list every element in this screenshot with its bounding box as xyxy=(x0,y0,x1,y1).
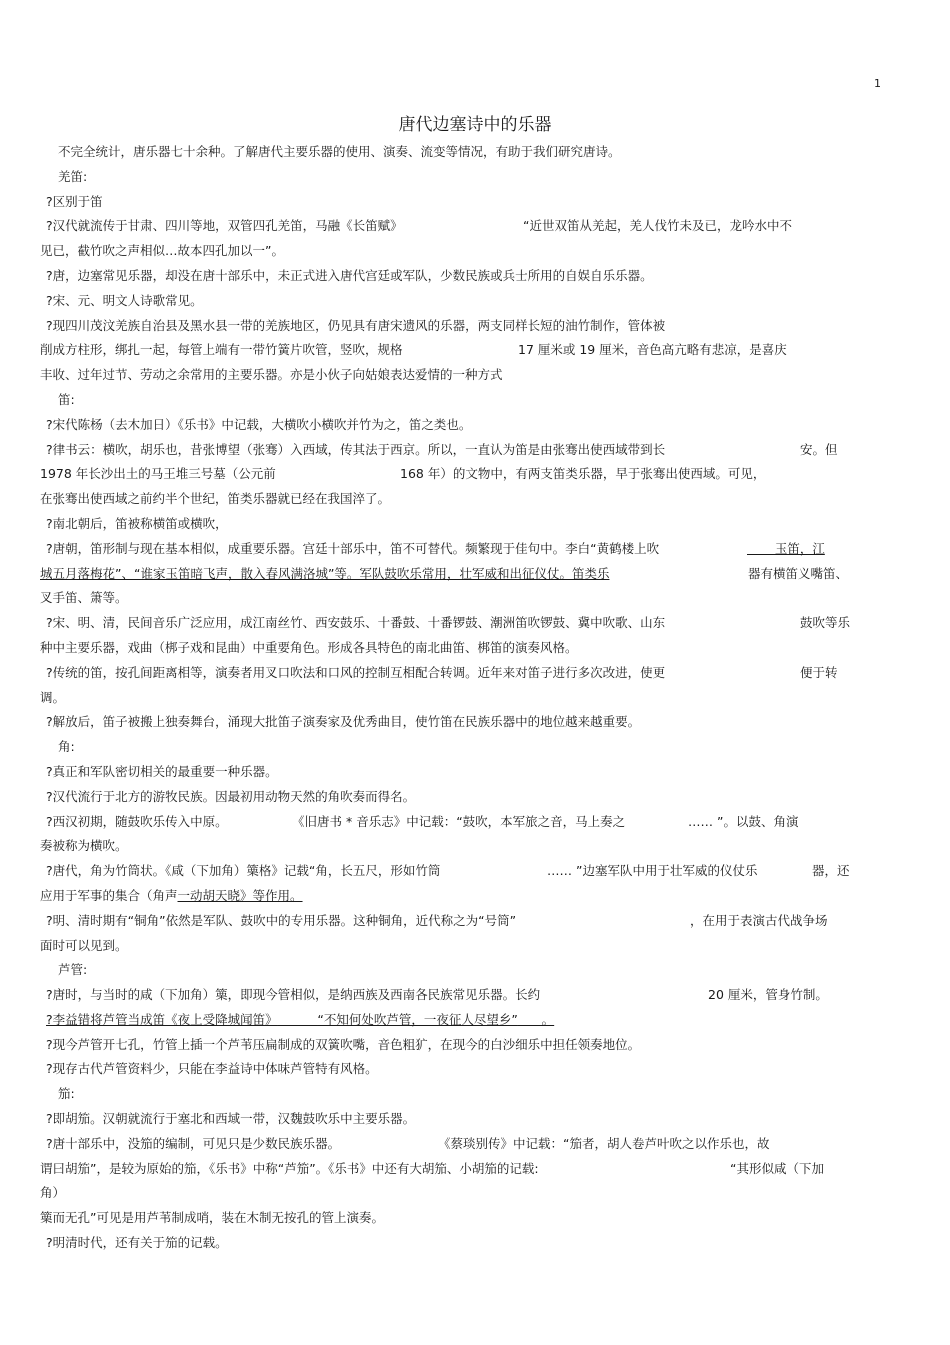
text-line xyxy=(40,314,870,339)
text-segment: “其形似咸（下加 xyxy=(730,1160,824,1176)
text-segment: 削成方柱形，绑扎一起，每管上端有一带竹簧片吹管，竖吹，规格 xyxy=(40,342,403,358)
text-segment: ?真正和军队密切相关的最重要一种乐器。 xyxy=(46,763,278,779)
text-segment: ?唐代，角为竹筒状。《咸（下加角）篥格》记载“角，长五尺，形如竹筒 xyxy=(46,863,441,879)
text-segment: ?律书云：横吹，胡乐也，昔张博望（张骞）入西域，传其法于西京。所以，一直认为笛是由张骞出使西域带到长 xyxy=(46,441,666,457)
text-segment: ?唐，边塞常见乐器，却没在唐十部乐中，未正式进入唐代宫廷或军队，少数民族或兵士所用的自娱自乐乐器。 xyxy=(46,267,653,283)
text-line xyxy=(40,958,870,983)
text-segment: …… ”边塞军队中用于壮军威的仪仗乐 xyxy=(547,863,758,879)
text-segment: 《旧唐书 * 音乐志》中记载：“鼓吹，本军旅之音，马上奏之 xyxy=(292,813,626,829)
text-segment: ?传统的笛，按孔间距离相等，演奏者用叉口吹法和口风的控制互相配合转调。近年来对笛子进行多次改进，使更 xyxy=(46,664,666,680)
text-line xyxy=(40,239,870,264)
text-line xyxy=(40,586,870,611)
text-segment: ?西汉初期，随鼓吹乐传入中原。 xyxy=(46,813,228,829)
text-line xyxy=(40,785,870,810)
text-line xyxy=(40,1033,870,1058)
text-segment: 17 厘米或 19 厘米，音色高亢略有悲凉，是喜庆 xyxy=(518,342,787,358)
text-segment: “不知何处吹芦管，一夜征人尽望乡” xyxy=(317,1011,518,1027)
text-segment: 笳: xyxy=(58,1086,75,1102)
text-line xyxy=(40,487,870,512)
text-line xyxy=(40,1008,870,1033)
text-segment: 《蔡琰别传》中记载：“笳者，胡人卷芦叶吹之以作乐也，故 xyxy=(438,1135,770,1151)
document-body xyxy=(40,140,870,1254)
text-segment: 在张骞出使西域之前约半个世纪，笛类乐器就已经在我国淬了。 xyxy=(40,491,391,507)
text-segment: 角: xyxy=(58,739,75,755)
page-title: 唐代边塞诗中的乐器 xyxy=(398,115,552,135)
text-line xyxy=(40,462,870,487)
text-line xyxy=(40,810,870,835)
text-line xyxy=(40,190,870,215)
text-segment: ?宋、明、清，民间音乐广泛应用，成江南丝竹、西安鼓乐、十番鼓、十番锣鼓、潮洲笛吹锣鼓、冀中吹歌、山东 xyxy=(46,615,666,631)
text-line xyxy=(40,1082,870,1107)
text-line xyxy=(40,1231,870,1254)
text-line xyxy=(40,363,870,388)
text-line xyxy=(40,338,870,363)
text-segment: ，在用于表演古代战争场 xyxy=(690,912,828,928)
text-line xyxy=(40,909,870,934)
text-line xyxy=(40,165,870,190)
text-segment: ?汉代流行于北方的游牧民族。因最初用动物天然的角吹奏而得名。 xyxy=(46,788,416,804)
text-segment: ?现四川茂汶羌族自治县及黑水县一带的羌族地区，仍见具有唐宋遗风的乐器，两支同样长短的油竹制作，管体被 xyxy=(46,317,666,333)
text-segment: 笛: xyxy=(58,391,75,407)
text-segment: 器有横笛义嘴笛、 xyxy=(748,565,849,581)
text-segment: ?明清时代，还有关于笳的记载。 xyxy=(46,1235,228,1251)
text-segment: 城五月落梅花”、“谁家玉笛暗飞声，散入春风满洛城”等。军队鼓吹乐常用，壮军威和出征仪仗。笛类乐 xyxy=(40,565,610,581)
text-segment: ?解放后，笛子被搬上独奏舞台，涌现大批笛子演奏家及优秀曲目，使竹笛在民族乐器中的地位越来越重要。 xyxy=(46,714,641,730)
text-segment: 器，还 xyxy=(812,863,850,879)
text-line xyxy=(40,438,870,463)
text-segment: 种中主要乐器，戏曲（梆子戏和昆曲）中重要角色。形成各具特色的南北曲笛、梆笛的演奏风格。 xyxy=(40,639,578,655)
text-line xyxy=(40,264,870,289)
text-segment: ，壮军威和出征仪仗。笛类乐 xyxy=(446,565,610,581)
text-segment: 一动胡天晓》等作用。 xyxy=(177,887,303,903)
text-segment: 谓曰胡笳”，是较为原始的笳，《乐书》中称“芦笳”。《乐书》中还有大胡笳、小胡笳的记载: xyxy=(40,1160,539,1176)
text-segment: 168 年）的文物中，有两支笛类乐器，早于张骞出使西域。可见， xyxy=(400,466,766,482)
text-segment: 20 厘米，管身竹制。 xyxy=(708,987,828,1003)
text-line xyxy=(40,388,870,413)
text-segment: 丰收、过年过节、劳动之余常用的主要乐器。亦是小伙子向姑娘表达爱情的一种方式 xyxy=(40,367,503,383)
text-segment: 调。 xyxy=(40,689,66,705)
text-line xyxy=(40,537,870,562)
text-line xyxy=(40,686,870,711)
text-segment: 篥而无孔”可见是用芦苇制成哨，装在木制无按孔的管上演奏。 xyxy=(40,1210,384,1226)
text-segment: 便于转 xyxy=(800,664,838,680)
page-number: 1 xyxy=(874,77,881,90)
text-segment: 叉手笛、箫等。 xyxy=(40,590,128,606)
text-line xyxy=(40,562,870,587)
text-line xyxy=(40,1132,870,1157)
text-segment: ?唐时，与当时的咸（下加角）篥，即现今管相似，是纳西族及西南各民族常见乐器。长约 xyxy=(46,987,541,1003)
text-segment: 应用于军事的集合（角声一动胡天晓》等作用。 xyxy=(40,887,303,903)
text-line xyxy=(40,1107,870,1132)
text-segment: 奏被称为横吹。 xyxy=(40,838,128,854)
text-segment: 1978 年长沙出土的马王堆三号墓（公元前 xyxy=(40,466,276,482)
text-segment: …… ”。以鼓、角演 xyxy=(688,813,799,829)
text-line xyxy=(40,859,870,884)
text-segment: 见已，截竹吹之声相似…故本四孔加以一”。 xyxy=(40,243,284,259)
text-line xyxy=(40,983,870,1008)
text-line xyxy=(40,884,870,909)
text-line xyxy=(40,289,870,314)
text-segment: ?李益错将芦管当成笛《夜上受降城闻笛》 “不知何处吹芦管，一夜征人尽望乡” 。 xyxy=(46,1011,555,1027)
text-line xyxy=(40,512,870,537)
text-segment xyxy=(278,1012,318,1027)
text-line xyxy=(40,735,870,760)
text-line xyxy=(40,710,870,735)
text-line xyxy=(40,760,870,785)
text-line xyxy=(40,1181,870,1206)
text-segment: 芦管: xyxy=(58,962,88,978)
text-segment: ?宋代陈杨（去木加日）《乐书》中记载，大横吹小横吹并竹为之，笛之类也。 xyxy=(46,416,472,432)
text-segment: 面时可以见到。 xyxy=(40,937,128,953)
text-segment: ?即胡笳。汉朝就流行于塞北和西域一带，汉魏鼓吹乐中主要乐器。 xyxy=(46,1111,416,1127)
text-line xyxy=(40,214,870,239)
text-line xyxy=(40,1057,870,1082)
text-line xyxy=(40,140,870,165)
text-segment: ?宋、元、明文人诗歌常见。 xyxy=(46,292,203,308)
text-line xyxy=(40,661,870,686)
text-segment: 角） xyxy=(40,1185,66,1201)
text-line xyxy=(40,934,870,959)
text-segment: 鼓吹等乐 xyxy=(800,615,851,631)
text-segment: ?区别于笛 xyxy=(46,193,103,209)
text-segment: “近世双笛从羌起，羌人伐竹未及已，龙吟水中不 xyxy=(523,218,792,234)
text-segment: 不完全统计，唐乐器七十余种。了解唐代主要乐器的使用、演奏、流变等情况，有助于我们研究唐诗。 xyxy=(58,144,621,159)
text-segment: ?南北朝后，笛被称横笛或横吹， xyxy=(46,515,228,531)
text-segment: 。 xyxy=(517,1011,555,1027)
text-segment: ?现今芦管开七孔，竹管上插一个芦苇压扁制成的双簧吹嘴，音色粗犷，在现今的白沙细乐中担任领奏地位。 xyxy=(46,1036,641,1052)
text-line xyxy=(40,1206,870,1231)
text-segment: 安。但 xyxy=(800,441,838,457)
text-line xyxy=(40,611,870,636)
text-segment: ?汉代就流传于甘肃、四川等地，双管四孔羌笛，马融《长笛赋》 xyxy=(46,218,403,234)
text-segment: ?唐朝，笛形制与现在基本相似，成重要乐器。宫廷十部乐中，笛不可替代。频繁现于佳句中。李白“黄鹤楼上吹 xyxy=(46,540,660,556)
text-line xyxy=(40,413,870,438)
text-segment: ?明、清时期有“铜角”依然是军队、鼓吹中的专用乐器。这种铜角，近代称之为“号筒” xyxy=(46,912,517,928)
text-segment: ?唐十部乐中，没笳的编制，可见只是少数民族乐器。 xyxy=(46,1135,341,1151)
text-segment: 玉笛，江 xyxy=(747,540,825,556)
text-line xyxy=(40,636,870,661)
text-segment: 羌笛: xyxy=(58,168,88,184)
text-segment: ?现存古代芦管资料少，只能在李益诗中体味芦管特有风格。 xyxy=(46,1061,378,1077)
text-line xyxy=(40,834,870,859)
text-line xyxy=(40,1157,870,1182)
